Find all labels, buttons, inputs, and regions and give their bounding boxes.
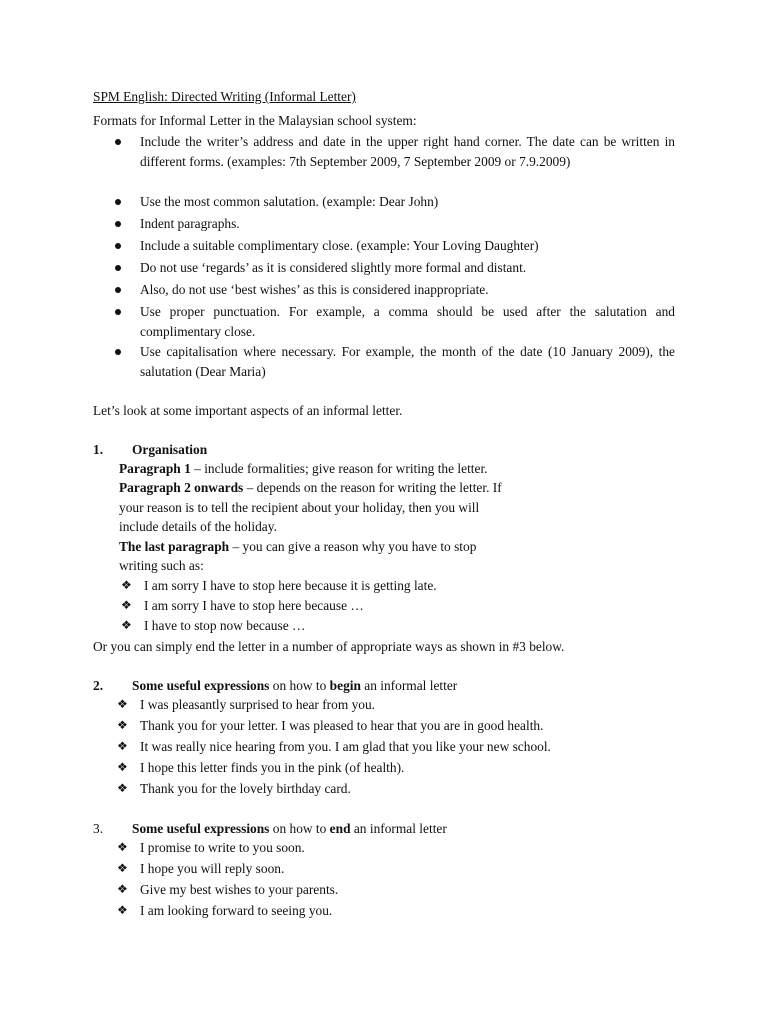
bullet-icon (115, 139, 121, 145)
format-item: Indent paragraphs. (140, 216, 240, 231)
paragraph-label: Paragraph 1 (119, 461, 191, 476)
diamond-bullet-icon: ❖ (117, 739, 128, 753)
diamond-bullet-icon: ❖ (117, 840, 128, 854)
diamond-bullet-icon: ❖ (121, 618, 132, 632)
diamond-bullet-icon: ❖ (117, 781, 128, 795)
section-number: 3. (93, 821, 104, 836)
section-number: 1. (93, 442, 104, 457)
section-heading: Some useful expressions on how to end an informal letter (132, 821, 447, 836)
paragraph-2-note: Paragraph 2 onwards – depends on the reason for writing the letter. If (119, 480, 502, 495)
bullet-icon (115, 221, 121, 227)
diamond-bullet-icon: ❖ (117, 882, 128, 896)
format-item: Use the most common salutation. (example: Dear John) (140, 194, 439, 209)
paragraph-label: The last paragraph (119, 539, 230, 554)
document-title: SPM English: Directed Writing (Informal Letter) (93, 89, 356, 104)
list-item: Thank you for the lovely birthday card. (140, 781, 351, 796)
bullet-icon (115, 243, 121, 249)
bullet-icon (115, 199, 121, 205)
list-item: I am sorry I have to stop here because it is getting late. (144, 578, 437, 593)
list-item: I have to stop now because … (144, 618, 306, 633)
list-item: I promise to write to you soon. (140, 840, 305, 855)
section-number: 2. (93, 678, 104, 693)
format-item: Include a suitable complimentary close. (example: Your Loving Daughter) (140, 238, 539, 253)
format-intro: Formats for Informal Letter in the Malaysian school system: (93, 113, 417, 128)
section-heading: Some useful expressions on how to begin an informal letter (132, 678, 458, 693)
bullet-icon (115, 349, 121, 355)
diamond-bullet-icon: ❖ (117, 697, 128, 711)
diamond-bullet-icon: ❖ (117, 903, 128, 917)
bullet-icon (115, 309, 121, 315)
format-item: Do not use ‘regards’ as it is considered slightly more formal and distant. (140, 260, 527, 275)
format-item: Use proper punctuation. For example, a comma should be used after the salutation and complimentary close. (140, 304, 675, 339)
diamond-bullet-icon: ❖ (117, 760, 128, 774)
section-heading: Organisation (132, 442, 208, 457)
paragraph-2-note-cont: your reason is to tell the recipient about your holiday, then you will (119, 500, 480, 515)
format-item: Also, do not use ‘best wishes’ as this is considered inappropriate. (140, 282, 489, 297)
list-item: I was pleasantly surprised to hear from you. (140, 697, 376, 712)
list-item: It was really nice hearing from you. I am glad that you like your new school. (140, 739, 551, 754)
list-item: I am sorry I have to stop here because … (144, 598, 364, 613)
diamond-bullet-icon: ❖ (117, 718, 128, 732)
paragraph-1-note: Paragraph 1 – include formalities; give reason for writing the letter. (119, 461, 488, 476)
list-item: I am looking forward to seeing you. (140, 903, 333, 918)
diamond-bullet-icon: ❖ (117, 861, 128, 875)
bullet-icon (115, 265, 121, 271)
list-item: Thank you for your letter. I was pleased to hear that you are in good health. (140, 718, 544, 733)
last-paragraph-note-cont: writing such as: (119, 558, 204, 573)
list-item: Give my best wishes to your parents. (140, 882, 339, 897)
format-item: Use capitalisation where necessary. For example, the month of the date (10 January 2009), the salutation (Dear Maria) (140, 344, 675, 379)
list-item: I hope you will reply soon. (140, 861, 285, 876)
format-item: Include the writer’s address and date in the upper right hand corner. The date can be written in different forms. (examples: 7th September 2009, 7 September 2009 or 7.9.2009) (140, 134, 675, 169)
aspects-intro: Let’s look at some important aspects of an informal letter. (93, 403, 403, 418)
bullet-icon (115, 287, 121, 293)
list-item: I hope this letter finds you in the pink (of health). (140, 760, 405, 775)
last-paragraph-note: The last paragraph – you can give a reason why you have to stop (119, 539, 477, 554)
paragraph-label: Paragraph 2 onwards (119, 480, 244, 495)
diamond-bullet-icon: ❖ (121, 598, 132, 612)
diamond-bullet-icon: ❖ (121, 578, 132, 592)
section-closing: Or you can simply end the letter in a number of appropriate ways as shown in #3 below. (93, 639, 565, 654)
paragraph-2-note-cont: include details of the holiday. (119, 519, 277, 534)
